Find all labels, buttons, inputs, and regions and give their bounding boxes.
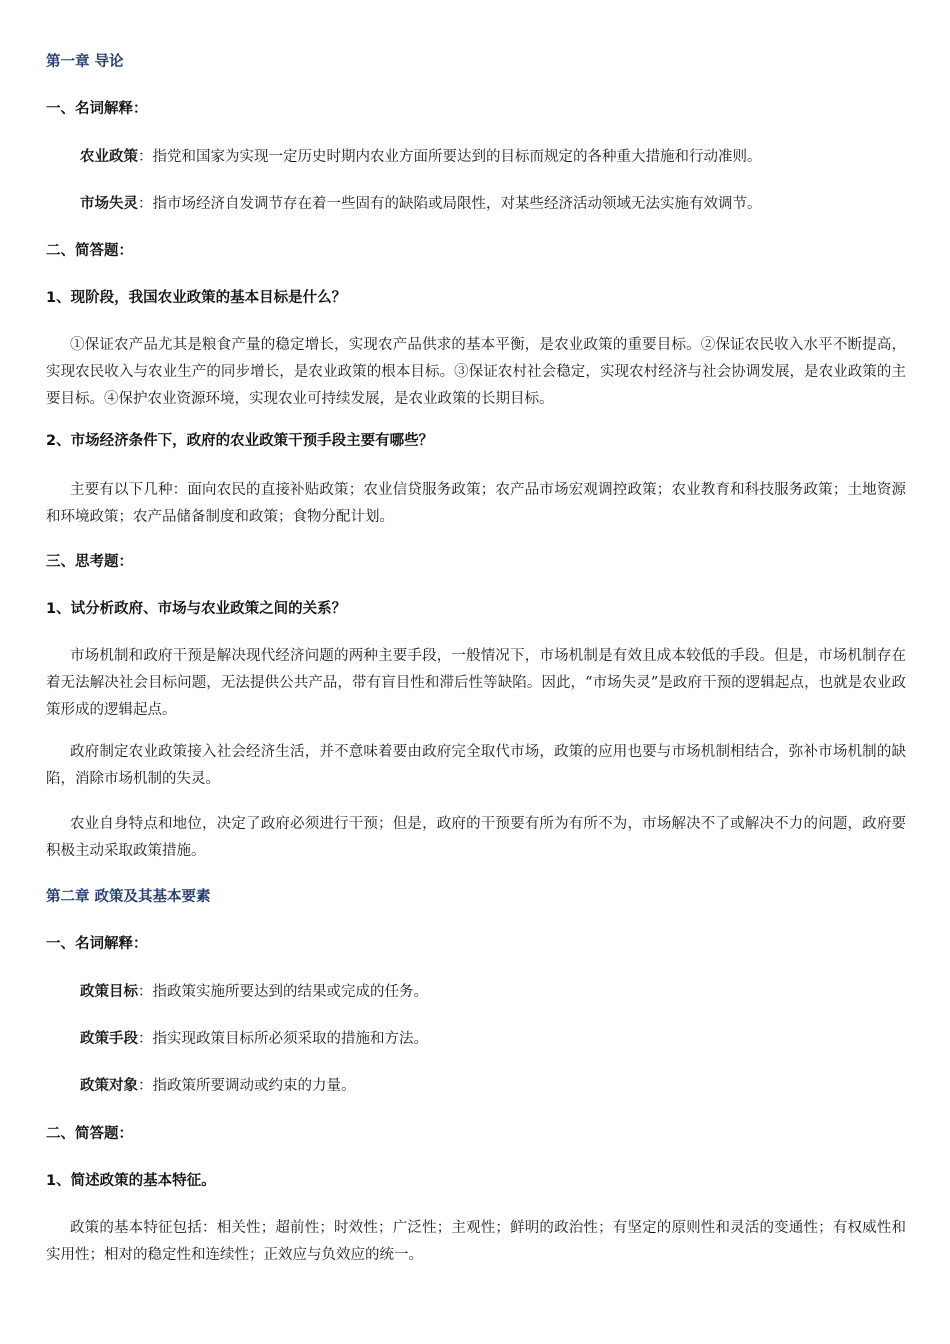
ch1-thinking-answer-p1: 市场机制和政府干预是解决现代经济问题的两种主要手段，一般情况下，市场机制是有效且成本较低的手段。但是，市场机制存在着无法解决社会目标问题，无法提供公共产品，带有盲目性和滞后性等缺陷。因此，“市场失灵”是政府干预的逻辑起点，也就是农业政策形成的逻辑起点。 (46, 648, 906, 718)
ch1-question-2: 2、市场经济条件下，政府的农业政策干预手段主要有哪些？ (46, 433, 434, 449)
term-policy-goal (80, 980, 428, 1004)
term-label: 政策手段 (80, 1031, 138, 1047)
ch1-thinking-answer-p3: 农业自身特点和地位，决定了政府必须进行干预；但是，政府的干预要有所为有所不为，市场解决不了或解决不力的问题，政府要积极主动采取政策措施。 (46, 816, 906, 859)
ch1-section-terms-heading: 一、名词解释： (46, 101, 148, 117)
term-definition: ：指市场经济自发调节存在着一些固有的缺陷或局限性，对某些经济活动领域无法实施有效调节。 (138, 196, 762, 212)
ch1-section-thinking-heading: 三、思考题： (46, 554, 133, 570)
ch1-answer-2: 主要有以下几种：面向农民的直接补贴政策；农业信贷服务政策；农产品市场宏观调控政策；农业教育和科技服务政策；土地资源和环境政策；农产品储备制度和政策；食物分配计划。 (46, 482, 906, 525)
ch2-question-1: 1、简述政策的基本特征。 (46, 1173, 216, 1189)
ch2-section-short-answer-heading: 二、简答题： (46, 1126, 133, 1142)
term-label: 农业政策 (80, 149, 138, 165)
ch1-thinking-question-1: 1、试分析政府、市场与农业政策之间的关系？ (46, 601, 347, 617)
term-definition: ：指实现政策目标所必须采取的措施和方法。 (138, 1031, 428, 1047)
chapter-1-title: 第一章 导论 (46, 54, 124, 70)
ch1-answer-1: ①保证农产品尤其是粮食产量的稳定增长，实现农产品供求的基本平衡，是农业政策的重要目标。②保证农民收入水平不断提高，实现农民收入与农业生产的同步增长，是农业政策的根本目标。③保证农村社会稳定，实现农村经济与社会协调发展，是农业政策的主要目标。④保护农业资源环境，实现农业可持续发展，是农业政策的长期目标。 (46, 337, 906, 407)
term-definition: ：指政策所要调动或约束的力量。 (138, 1078, 356, 1094)
ch2-answer-1: 政策的基本特征包括：相关性；超前性；时效性；广泛性；主观性；鲜明的政治性；有坚定的原则性和灵活的变通性；有权威性和实用性；相对的稳定性和连续性；正效应与负效应的统一。 (46, 1220, 906, 1263)
term-definition: ：指政策实施所要达到的结果或完成的任务。 (138, 984, 428, 1000)
term-market-failure (80, 192, 762, 216)
term-agricultural-policy (80, 145, 762, 169)
term-label: 政策对象 (80, 1078, 138, 1094)
chapter-2-title: 第二章 政策及其基本要素 (46, 889, 211, 905)
term-label: 政策目标 (80, 984, 138, 1000)
term-policy-means (80, 1027, 428, 1051)
ch1-question-1: 1、现阶段，我国农业政策的基本目标是什么？ (46, 290, 347, 306)
ch1-thinking-answer-p2: 政府制定农业政策接入社会经济生活，并不意味着要由政府完全取代市场，政策的应用也要与市场机制相结合，弥补市场机制的缺陷，消除市场机制的失灵。 (46, 744, 906, 787)
term-definition: ：指党和国家为实现一定历史时期内农业方面所要达到的目标而规定的各种重大措施和行动准则。 (138, 149, 762, 165)
ch1-section-short-answer-heading: 二、简答题： (46, 243, 133, 259)
ch2-section-terms-heading: 一、名词解释： (46, 936, 148, 952)
term-policy-object (80, 1074, 356, 1098)
term-label: 市场失灵 (80, 196, 138, 212)
